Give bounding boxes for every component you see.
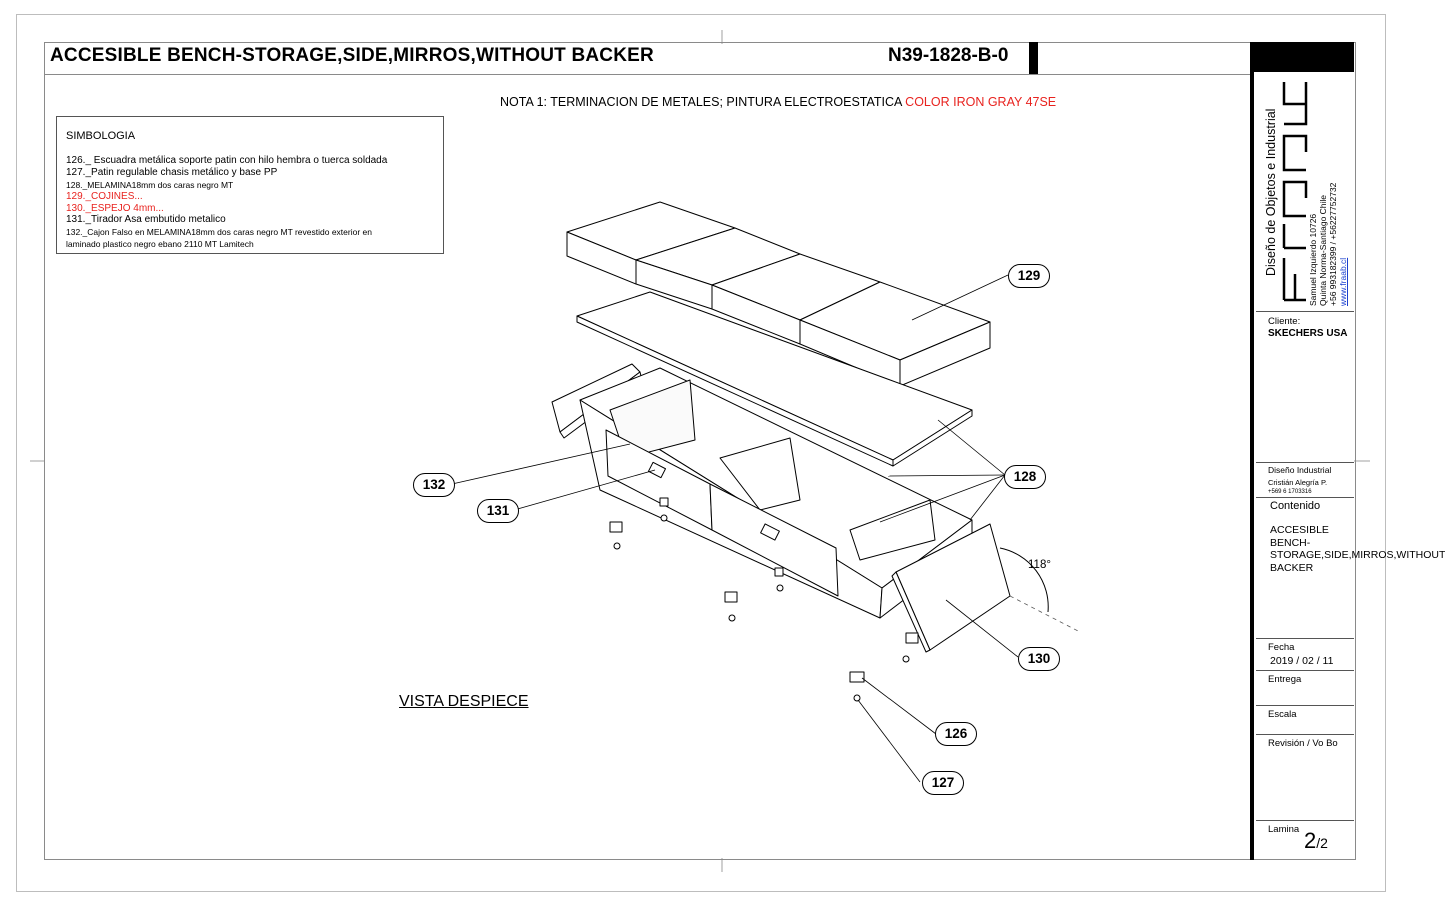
panel-divider (1256, 734, 1354, 735)
company-phone: +56 993182399 / +56227752732 (1328, 182, 1338, 306)
finish-note-color: COLOR IRON GRAY 47SE (905, 95, 1057, 109)
finish-note-text: NOTA 1: TERMINACION DE METALES; PINTURA ELECTROESTATICA (500, 95, 906, 109)
panel-divider (1256, 670, 1354, 671)
legend-title: SIMBOLOGIA (66, 130, 136, 142)
legend-item: 127._Patin regulable chasis metálico y base PP (66, 167, 278, 178)
callout-127: 127 (922, 771, 964, 795)
company-logo (1280, 78, 1310, 304)
view-label: VISTA DESPIECE (399, 693, 529, 710)
lamina-total: /2 (1316, 835, 1328, 851)
legend-item: laminado plastico negro ebano 2110 MT Lamitech (66, 239, 254, 249)
title-block-header (1252, 42, 1354, 72)
revision-label: Revisión / Vo Bo (1268, 738, 1338, 749)
panel-divider (1256, 462, 1354, 463)
panel-divider (1256, 497, 1354, 498)
sheet-code: N39-1828-B-0 (888, 45, 1009, 66)
legend-item: 126._ Escuadra metálica soporte patin con hilo hembra o tuerca soldada (66, 155, 388, 166)
callout-126: 126 (935, 722, 977, 746)
contenido-label: Contenido (1270, 500, 1321, 512)
company-line: Diseño de Objetos e Industrial (1264, 108, 1278, 276)
company-website[interactable]: www.fraab.cl (1338, 257, 1348, 306)
lamina-number (1304, 828, 1328, 854)
designer-name: Cristián Alegría P. (1268, 478, 1328, 487)
contenido-value: ACCESIBLE BENCH-STORAGE,SIDE,MIRROS,WITHOUT BACKER (1270, 524, 1445, 574)
callout-130: 130 (1018, 647, 1060, 671)
fecha-value: 2019 / 02 / 11 (1270, 655, 1334, 667)
lamina-label: Lamina (1268, 824, 1300, 835)
panel-divider (1256, 638, 1354, 639)
legend-item: 132._Cajon Falso en MELAMINA18mm dos caras negro MT revestido exterior en (66, 227, 372, 237)
callout-129: 129 (1008, 264, 1050, 288)
legend-item: 131._Tirador Asa embutido metalico (66, 214, 226, 225)
sheet-title: ACCESIBLE BENCH-STORAGE,SIDE,MIRROS,WITHOUT BACKER (50, 45, 654, 66)
angle-label: 118° (1028, 559, 1051, 571)
legend-item: 130._ESPEJO 4mm... (66, 203, 164, 214)
title-block-edge (1250, 42, 1254, 860)
cliente-label: Cliente: (1268, 316, 1301, 327)
fecha-label: Fecha (1268, 642, 1295, 653)
panel-divider (1256, 820, 1354, 821)
panel-divider (1256, 311, 1354, 312)
designer-phone: +569 6 1703316 (1268, 489, 1312, 495)
callout-132: 132 (413, 473, 455, 497)
lamina-num: 2 (1304, 828, 1317, 853)
cliente-value: SKECHERS USA (1268, 328, 1348, 339)
panel-divider (1256, 705, 1354, 706)
company-address: Samuel Izquierdo 10726 (1308, 213, 1318, 306)
callout-128: 128 (1004, 465, 1046, 489)
diseno-label: Diseño Industrial (1268, 465, 1332, 475)
legend-item: 128._MELAMINA18mm dos caras negro MT (66, 180, 234, 190)
escala-label: Escala (1268, 709, 1297, 720)
legend-item: 129._COJINES... (66, 191, 143, 202)
callout-131: 131 (477, 499, 519, 523)
entrega-label: Entrega (1268, 674, 1302, 685)
company-address: Quinta Norma-Santiago Chile (1318, 194, 1328, 306)
